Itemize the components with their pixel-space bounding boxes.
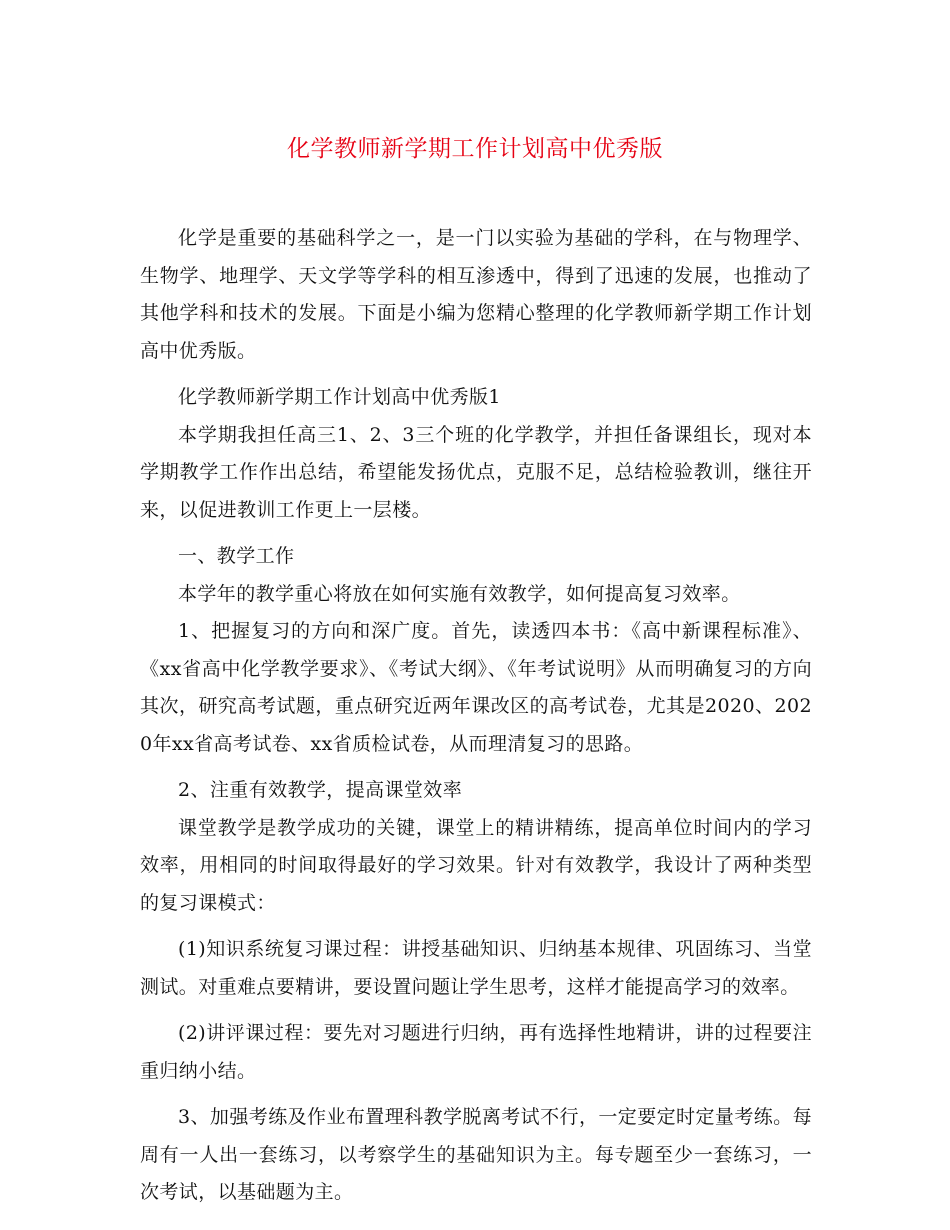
document-title: 化学教师新学期工作计划高中优秀版 xyxy=(287,136,663,162)
paragraph-focus: 本学年的教学重心将放在如何实施有效教学，如何提高复习效率。 xyxy=(178,582,741,605)
paragraph-item-2-heading: 2、注重有效教学，提高课堂效率 xyxy=(178,779,463,801)
document-body xyxy=(140,220,812,1221)
section-heading-teaching: 一、教学工作 xyxy=(178,545,295,567)
paragraph-mode-1: (1)知识系统复习课过程：讲授基础知识、归纳基本规律、巩固练习、当堂测试。对重难点要精讲，要设置问题让学生思考，这样才能提高学习的效率。 xyxy=(140,938,812,998)
paragraph-item-1: 1、把握复习的方向和深广度。首先，读透四本书：《高中新课程标准》、《xx省高中化学教学要求》、《考试大纲》、《年考试说明》从而明确复习的方向其次，研究高考试题，重点研究近两年课改区的高考试卷，尤其是2020、2020年xx省高考试卷、xx省质检试卷，从而理清复习的思路。 xyxy=(140,620,812,755)
paragraph-item-3: 3、加强考练及作业布置理科教学脱离考试不行，一定要定时定量考练。每周有一人出一套练习，以考察学生的基础知识为主。每专题至少一套练习，一次考试，以基础题为主。 xyxy=(140,1106,812,1203)
paragraph-summary: 本学期我担任高三1、2、3三个班的化学教学，并担任备课组长，现对本学期教学工作作出总结，希望能发扬优点，克服不足，总结检验教训，继往开来，以促进教训工作更上一层楼。 xyxy=(140,423,812,521)
paragraph-classroom: 课堂教学是教学成功的关键，课堂上的精讲精练，提高单位时间内的学习效率，用相同的时间取得最好的学习效果。针对有效教学，我设计了两种类型的复习课模式： xyxy=(140,816,812,914)
paragraph-mode-2: (2)讲评课过程：要先对习题进行归纳，再有选择性地精讲，讲的过程要注重归纳小结。 xyxy=(140,1022,812,1082)
paragraph-subtitle: 化学教师新学期工作计划高中优秀版1 xyxy=(178,386,501,408)
paragraph-intro: 化学是重要的基础科学之一，是一门以实验为基础的学科，在与物理学、生物学、地理学、天文学等学科的相互渗透中，得到了迅速的发展，也推动了其他学科和技术的发展。下面是小编为您精心整理的化学教师新学期工作计划高中优秀版。 xyxy=(140,227,812,362)
